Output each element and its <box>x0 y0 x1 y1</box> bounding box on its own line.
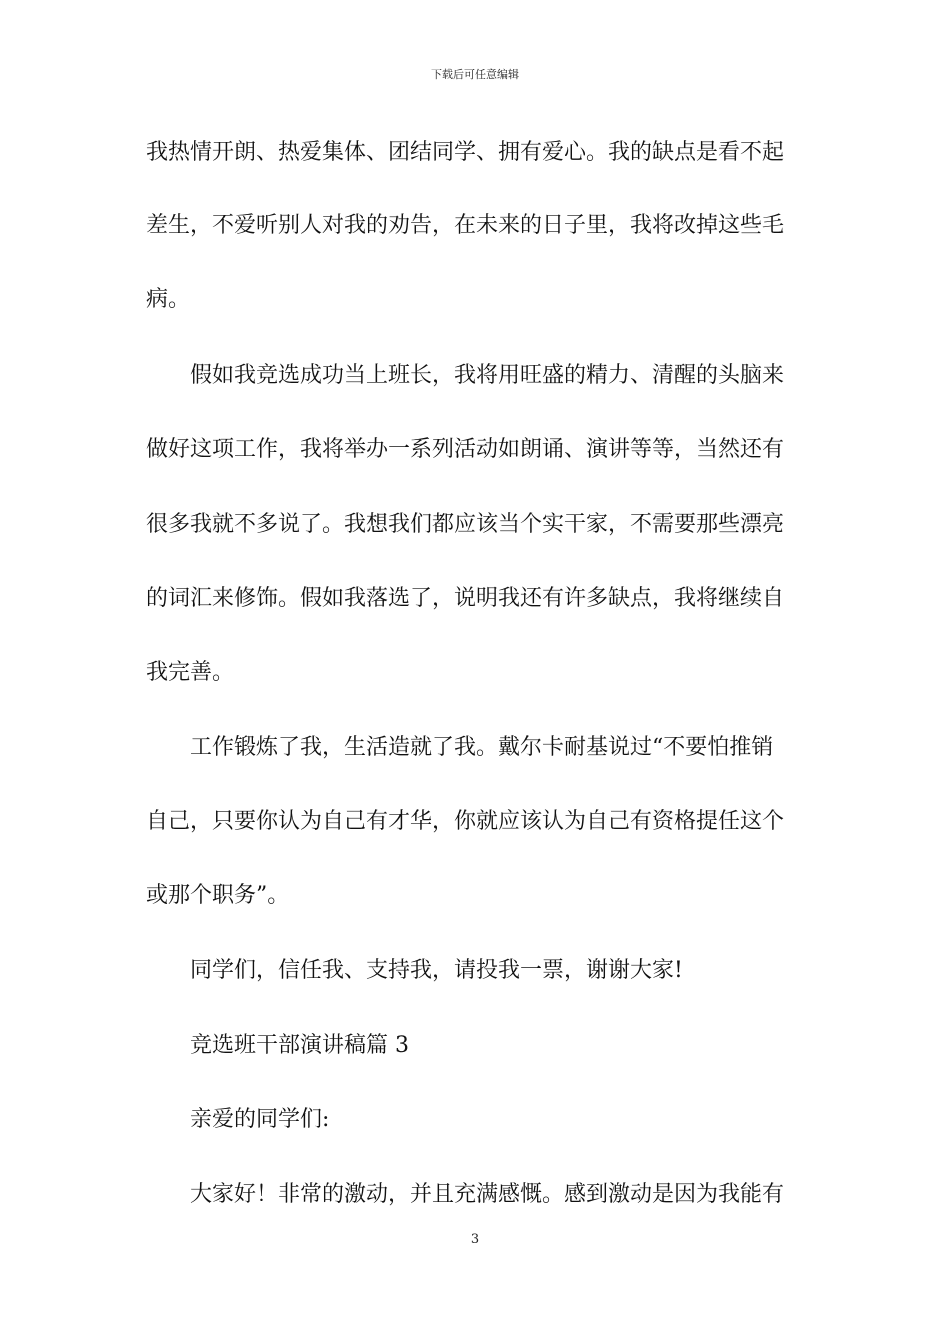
paragraph-line: 差生，不爱听别人对我的劝告，在未来的日子里，我将改掉这些毛 <box>146 213 785 238</box>
paragraph-line: 同学们，信任我、支持我，请投我一票，谢谢大家! <box>190 958 683 983</box>
page-number: 3 <box>470 1232 480 1247</box>
paragraph-line: 的词汇来修饰。假如我落选了，说明我还有许多缺点，我将继续自 <box>146 586 785 611</box>
paragraph-line: 很多我就不多说了。我想我们都应该当个实干家，不需要那些漂亮 <box>146 512 785 537</box>
paragraph-line: 大家好！非常的激动，并且充满感慨。感到激动是因为我能有 <box>190 1182 785 1207</box>
paragraph-line: 我热情开朗、热爱集体、团结同学、拥有爱心。我的缺点是看不起 <box>146 140 785 165</box>
paragraph-line: 假如我竞选成功当上班长，我将用旺盛的精力、清醒的头脑来 <box>190 363 785 388</box>
paragraph-line: 做好这项工作，我将举办一系列活动如朗诵、演讲等等，当然还有 <box>146 437 785 462</box>
paragraph-line: 自己，只要你认为自己有才华，你就应该认为自己有资格提任这个 <box>146 809 785 834</box>
paragraph-line: 或那个职务”。 <box>146 883 290 908</box>
section-title: 竞选班干部演讲稿篇 3 <box>190 1033 409 1058</box>
paragraph-line: 病。 <box>146 287 191 312</box>
salutation: 亲爱的同学们: <box>190 1107 330 1132</box>
paragraph-line: 我完善。 <box>146 660 235 685</box>
paragraph-line: 工作锻炼了我，生活造就了我。戴尔卡耐基说过“不要怕推销 <box>190 735 774 760</box>
page-header: 下载后可任意编辑 <box>431 68 519 81</box>
